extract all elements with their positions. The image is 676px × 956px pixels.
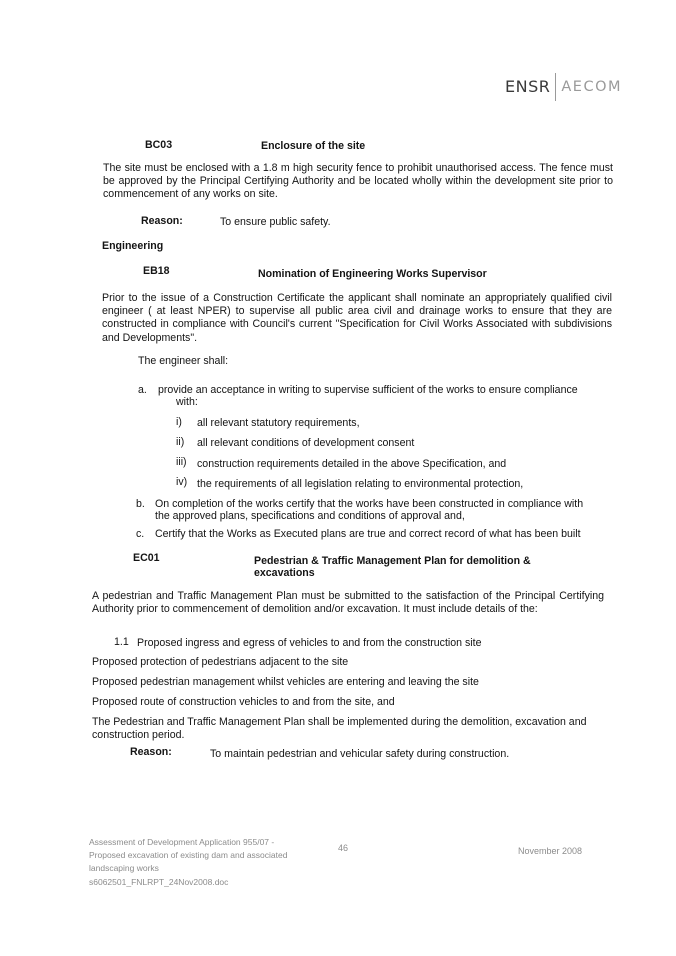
eb18-title: Nomination of Engineering Works Supervisor [258, 268, 487, 280]
eb18-item-a-line2: with: [176, 396, 198, 408]
engineering-heading: Engineering [102, 240, 164, 252]
eb18-item-a-marker: a. [138, 384, 147, 396]
eb18-subitem-iii-text: construction requirements detailed in the above Specification, and [197, 458, 507, 470]
eb18-subitem-iv-text: the requirements of all legislation relating to environmental protection, [197, 478, 524, 490]
eb18-item-c-marker: c. [136, 528, 145, 540]
footer-date: November 2008 [518, 846, 583, 856]
eb18-item-b-line2: the approved plans, specifications and conditions of approval and, [155, 510, 465, 522]
footer-document-info [89, 836, 287, 889]
bc03-reason-label: Reason: [141, 215, 183, 227]
logo-ensr: ENSR [505, 77, 551, 96]
footer-page-number: 46 [338, 843, 349, 853]
bc03-title: Enclosure of the site [261, 140, 366, 152]
ec01-title-line1: Pedestrian & Traffic Management Plan for demolition & [254, 555, 531, 567]
eb18-item-b-marker: b. [136, 498, 145, 510]
eb18-code: EB18 [143, 265, 170, 277]
ec01-reason-text: To maintain pedestrian and vehicular safety during construction. [210, 748, 510, 760]
ec01-line-route: Proposed route of construction vehicles to and from the site, and [92, 696, 395, 708]
bc03-code: BC03 [145, 139, 173, 151]
eb18-subitem-i-text: all relevant statutory requirements, [197, 417, 360, 429]
bc03-reason-text: To ensure public safety. [220, 216, 331, 228]
logo-aecom: AECOM [561, 78, 622, 95]
logo-divider [555, 73, 556, 101]
eb18-subitem-iii-marker: iii) [176, 456, 187, 468]
footer-filename: s6062501_FNLRPT_24Nov2008.doc [89, 876, 229, 887]
ec01-body: A pedestrian and Traffic Management Plan must be submitted to the satisfaction of the Principal Certifying Authority prior to commencement of demolition and/or excavation. It must include details of the: [92, 590, 604, 616]
eb18-item-b-line1: On completion of the works certify that the works have been constructed in compliance with [155, 498, 584, 510]
eb18-item-c-line1: Certify that the Works as Executed plans are true and correct record of what has been built [155, 528, 581, 540]
eb18-subitem-i-marker: i) [176, 416, 182, 428]
eb18-body: Prior to the issue of a Construction Certificate the applicant shall nominate an appropriately qualified civil engineer ( at least NPER) to supervise all public area civil and drainage works to ensure that they are constructed in compliance with Council's current "Specification for Civil Works Associated with subdivisions and Developments". [102, 292, 612, 344]
ec01-item-1-1-number: 1.1 [114, 636, 129, 648]
eb18-item-a-line1: provide an acceptance in writing to supervise sufficient of the works to ensure compliance [158, 384, 578, 396]
ec01-line-protection: Proposed protection of pedestrians adjacent to the site [92, 656, 349, 668]
footer-line3: landscaping works [89, 863, 159, 874]
ec01-item-1-1-text: Proposed ingress and egress of vehicles to and from the construction site [137, 637, 482, 649]
ec01-reason-label: Reason: [130, 746, 172, 758]
ec01-line-implemented: The Pedestrian and Traffic Management Plan shall be implemented during the demolition, excavation and construction period. [92, 716, 587, 742]
bc03-body: The site must be enclosed with a 1.8 m high security fence to prohibit unauthorised access. The fence must be approved by the Principal Certifying Authority and be located wholly within the development site prior to commencement of any works on site. [103, 162, 613, 201]
ec01-title-line2: excavations [254, 567, 315, 579]
eb18-subitem-iv-marker: iv) [176, 476, 188, 488]
eb18-engineer-shall: The engineer shall: [138, 355, 229, 367]
eb18-subitem-ii-text: all relevant conditions of development consent [197, 437, 415, 449]
ec01-code: EC01 [133, 552, 160, 564]
eb18-subitem-ii-marker: ii) [176, 436, 185, 448]
ec01-line-management: Proposed pedestrian management whilst vehicles are entering and leaving the site [92, 676, 479, 688]
company-logo [505, 72, 622, 102]
footer-line1: Assessment of Development Application 955/07 - [89, 837, 275, 847]
footer-line2: Proposed excavation of existing dam and associated [89, 850, 288, 861]
